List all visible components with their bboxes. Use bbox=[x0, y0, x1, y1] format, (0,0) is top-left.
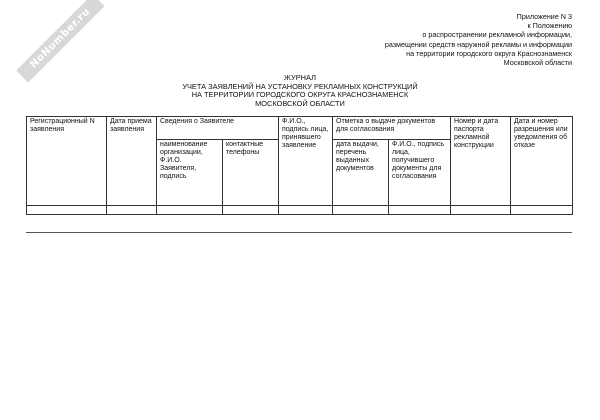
empty-cell bbox=[333, 206, 389, 215]
title-line: УЧЕТА ЗАЯВЛЕНИЙ НА УСТАНОВКУ РЕКЛАМНЫХ КОНСТРУКЦИЙ bbox=[182, 81, 418, 91]
empty-cell bbox=[451, 206, 511, 215]
empty-cell bbox=[279, 206, 333, 215]
empty-cell bbox=[107, 206, 157, 215]
header-date-received: Дата приема заявления bbox=[107, 117, 157, 206]
empty-cell bbox=[223, 206, 279, 215]
appendix-line: к Положению bbox=[527, 21, 572, 31]
header-row bbox=[27, 117, 573, 140]
header-applicant-name: наименование организации, Ф.И.О. Заявителя, подпись bbox=[157, 140, 223, 206]
header-applicant-phone: контактные телефоны bbox=[223, 140, 279, 206]
header-issue-mark: Отметка о выдаче документов для согласования bbox=[333, 117, 451, 140]
header-passport: Номер и дата паспорта рекламной конструкции bbox=[451, 117, 511, 206]
bottom-rule bbox=[26, 232, 572, 233]
appendix-line: на территории городского округа Краснознаменск bbox=[406, 48, 572, 58]
empty-cell bbox=[389, 206, 451, 215]
appendix-line: Московской области bbox=[503, 58, 572, 68]
appendix-line: размещении средств наружной рекламы и информации bbox=[384, 39, 572, 49]
header-issue-date: дата выдачи, перечень выданных документов bbox=[333, 140, 389, 206]
journal-table bbox=[26, 116, 573, 215]
header-accepted-by: Ф.И.О., подпись лица, принявшего заявление bbox=[279, 117, 333, 206]
watermark-text: NoNumber.ru bbox=[16, 0, 104, 82]
empty-cell bbox=[511, 206, 573, 215]
empty-row bbox=[27, 206, 573, 215]
header-issue-person: Ф.И.О., подпись лица, получившего документы для согласования bbox=[389, 140, 451, 206]
title-line: ЖУРНАЛ bbox=[284, 73, 316, 82]
appendix-line: Приложение N 3 bbox=[516, 12, 572, 21]
document-title bbox=[0, 74, 600, 108]
header-permit: Дата и номер разрешения или уведомления об отказе bbox=[511, 117, 573, 206]
appendix-block bbox=[385, 12, 572, 67]
title-line: НА ТЕРРИТОРИИ ГОРОДСКОГО ОКРУГА КРАСНОЗНАМЕНСК bbox=[191, 90, 409, 100]
title-line: МОСКОВСКОЙ ОБЛАСТИ bbox=[255, 98, 345, 108]
appendix-line: о распространении рекламной информации, bbox=[422, 30, 572, 40]
empty-cell bbox=[157, 206, 223, 215]
header-applicant-info: Сведения о Заявителе bbox=[157, 117, 279, 140]
empty-cell bbox=[27, 206, 107, 215]
header-reg-number: Регистрационный N заявления bbox=[27, 117, 107, 206]
